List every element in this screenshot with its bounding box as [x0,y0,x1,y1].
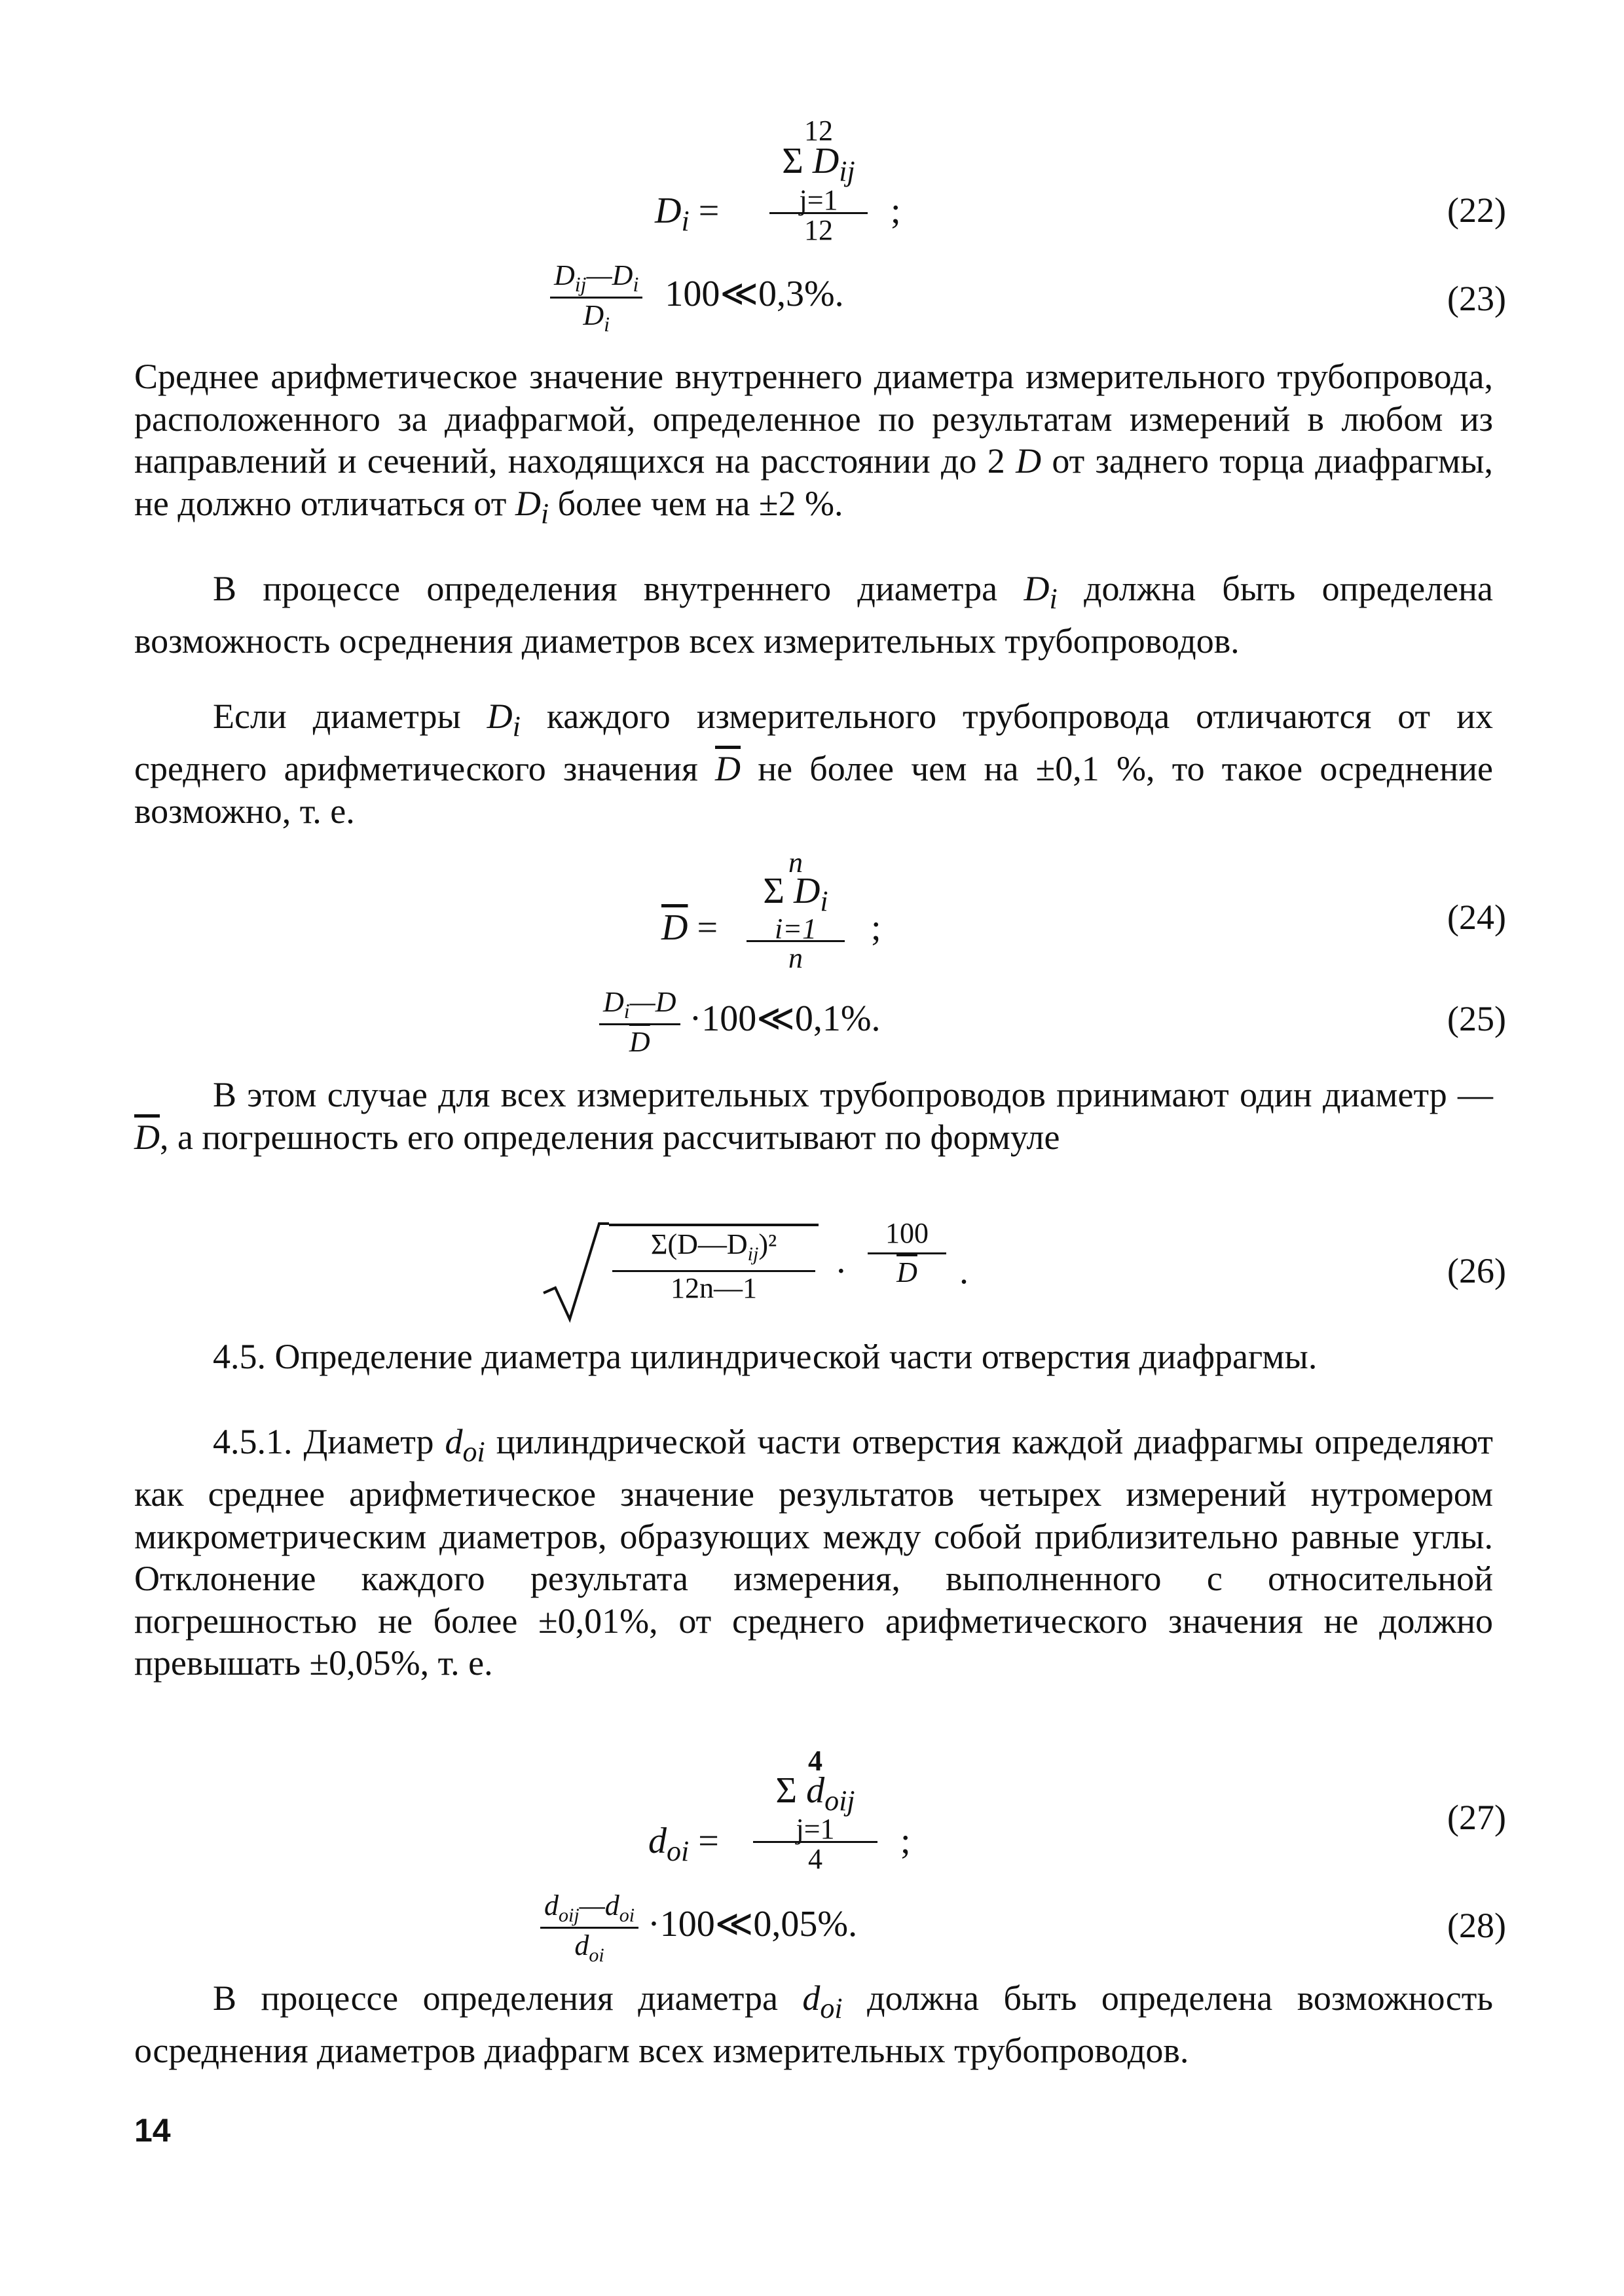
f28-numerator: $d_{oij}—d_{oi}$ [540,1889,638,1929]
f24-denom: n [788,942,803,975]
formula-25 [599,985,881,1059]
f26-radicand-num: $\Sigma(D—D_{ij})^2$ [612,1229,815,1272]
eq-number-24: (24) [1447,898,1506,937]
formula-23 [550,259,844,337]
eq-number-28: (28) [1447,1906,1506,1945]
f24-sum-term: D [793,871,821,911]
f22-sum-top: 12 [804,115,833,147]
f27-lhs: d [648,1821,667,1861]
f26-radicand-den: 12n—1 [671,1271,757,1304]
f25-tail: ·100≪0,1%. [689,998,881,1039]
f27-lhs-sub: oi [667,1835,690,1868]
paragraph-7: В процессе определения диаметра $d_{oi}$ должна быть определена возможность осреднения диаметров диафрагм всех измерительных трубопроводов. [134,1978,1494,2071]
f27-sigma: Σ [775,1770,798,1811]
f24-tail: ; [871,907,881,948]
f23-fraction [550,259,642,337]
f27-tail: ; [900,1821,911,1861]
eq-number-25: (25) [1447,999,1506,1038]
f26-num2: 100 [868,1214,946,1254]
f22-sum-term: D [812,141,840,181]
f22-lhs-sub: i [681,205,690,238]
f24-sum-top: n [788,847,803,879]
f22-sum-term-sub: ij [839,155,855,188]
eq-number-26: (26) [1447,1251,1506,1290]
f25-denominator: D [629,1025,650,1058]
f25-fraction [599,985,680,1059]
f27-sum-term: d [806,1770,825,1811]
paragraph-6: 4.5.1. Диаметр $d_{oi}$ цилиндрической части отверстия каждой диафрагмы определяют как среднее арифметическое значение результатов четырех измерений нутромером микрометрическим диаметров, образующих между собой приблизительно равные углы. Отклонение каждого результата измерения, выполненного с относительной погрешностью не более ±0,01%, от среднего арифметического значения не должно превышать ±0,05%, т. е. [134,1422,1493,1683]
formula-26 [537,1214,995,1326]
f27-sum-top: 4 [808,1745,822,1777]
f23-tail: 100≪0,3%. [665,274,844,315]
f22-lhs: D [655,191,682,231]
paragraph-4: В этом случае для всех измерительных трубопроводов принимают один диаметр — $\overline{D}$, а погрешность его определения рассчитывают по формуле [134,1075,1493,1157]
f25-numerator: $D_i—D$ [599,985,680,1025]
f26-den2: $\overline{D}$ [896,1256,917,1288]
paragraph-1: Среднее арифметическое значение внутреннего диаметра измерительного трубопровода, расположенного за диафрагмой, определенное по результатам измерений в любом из направлений и сечений, находящихся на расстоянии до 2 D от заднего торца диафрагмы, не должно отличаться от $D_i$ более чем на ±2 %. [134,357,1493,530]
f28-fraction [540,1889,638,1967]
page-number: 14 [134,2112,171,2149]
f22-denom: 12 [804,214,833,247]
f28-denominator: $d_{oi}$ [574,1929,604,1966]
f27-sum-bot: j=1 [753,1817,877,1843]
paragraph-5: 4.5. Определение диаметра цилиндрической части отверстия диафрагмы. [213,1337,1318,1376]
f24-sum-term-sub: i [820,885,828,918]
f24-sum-bot: i=1 [747,918,845,942]
f26-tail: . [959,1251,969,1292]
eq-number-22: (22) [1447,191,1506,230]
f28-tail: ·100≪0,05%. [648,1904,858,1945]
f26-dot: · [835,1251,847,1292]
f22-sigma: Σ [782,141,803,181]
formula-24: $\overline{D}$ = n Σ $D_i$ i=1 n ; [661,847,881,975]
eq-number-23: (23) [1447,279,1506,318]
f26-radical-sign [537,1214,609,1326]
f24-sigma: Σ [763,871,784,911]
f22-sum-bot: j=1 [769,189,868,214]
formula-22: $D_i$ = 12 Σ $D_{ij}$ j=1 12 ; [655,115,901,247]
paragraph-3: Если диаметры $D_i$ каждого измерительного трубопровода отличаются от их среднего арифметического значения $\overline{D}$ не более чем на ±0,1 %, то такое осреднение возможно, т. е. [134,697,1493,831]
formula-28 [540,1889,857,1967]
f27-denom: 4 [808,1843,822,1876]
f23-numerator: $D_{ij}—D_i$ [550,259,642,299]
f22-tail: ; [891,191,901,231]
f24-lhs: $\overline{D}$ [661,907,688,948]
eq-number-27: (27) [1447,1798,1506,1837]
f27-sum-term-sub: oij [824,1785,855,1817]
paragraph-2: В процессе определения внутреннего диаметра $D_i$ должна быть определена возможность осреднения диаметров всех измерительных трубопроводов. [134,569,1494,661]
f23-denominator: $D_i$ [583,299,610,336]
formula-27: $d_{oi}$ = 4 Σ $d_{oij}$ j=1 4 ; [648,1745,911,1876]
